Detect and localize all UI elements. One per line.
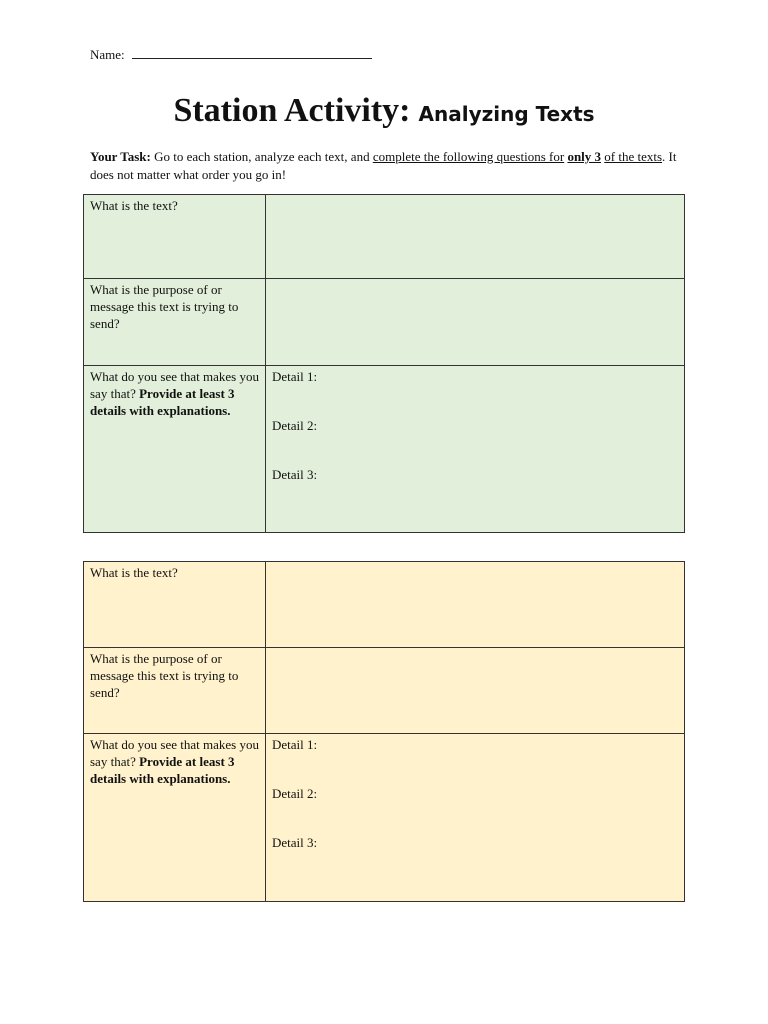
question-evidence-bold: Provide at least 3 details with explanations.: [90, 386, 235, 418]
analysis-table-2: [83, 561, 685, 902]
question-evidence-bold: Provide at least 3 details with explanations.: [90, 754, 235, 786]
question-evidence: [84, 734, 266, 902]
page-title: [0, 92, 768, 130]
task-end: . It does not matter what order you go in!: [90, 149, 677, 182]
question-purpose: What is the purpose of or message this text is trying to send?: [84, 279, 266, 366]
task-only-3: only 3: [567, 149, 602, 164]
detail-3-label: Detail 3:: [272, 835, 318, 850]
detail-2-label: Detail 2:: [272, 786, 318, 801]
analysis-table-1: [83, 194, 685, 533]
name-blank-line[interactable]: [132, 46, 372, 59]
question-evidence-plain: What do you see that makes you say that?: [90, 737, 259, 769]
answer-cell-purpose[interactable]: [266, 648, 685, 734]
answer-cell-text[interactable]: [266, 562, 685, 648]
answer-cell-details[interactable]: [266, 366, 685, 533]
question-evidence-plain: What do you see that makes you say that?: [90, 369, 259, 401]
answer-cell-purpose[interactable]: [266, 279, 685, 366]
task-underlined-b: of the texts: [604, 149, 663, 164]
task-label: Your Task:: [90, 149, 151, 164]
detail-1-label: Detail 1:: [272, 737, 318, 752]
task-underlined-a: complete the following questions for: [372, 149, 565, 164]
task-intro: Go to each station, analyze each text, and: [154, 149, 370, 164]
title-main: Station Activity:: [173, 92, 411, 129]
title-sub: Analyzing Texts: [418, 102, 595, 126]
question-evidence: [84, 366, 266, 533]
name-field-row: [90, 46, 372, 63]
detail-2-label: Detail 2:: [272, 418, 318, 433]
name-label: Name:: [90, 47, 125, 62]
question-text: What is the text?: [84, 195, 266, 279]
detail-3-label: Detail 3:: [272, 467, 318, 482]
question-purpose: What is the purpose of or message this text is trying to send?: [84, 648, 266, 734]
task-instructions: [90, 148, 680, 184]
question-text: What is the text?: [84, 562, 266, 648]
answer-cell-details[interactable]: [266, 734, 685, 902]
answer-cell-text[interactable]: [266, 195, 685, 279]
detail-1-label: Detail 1:: [272, 369, 318, 384]
